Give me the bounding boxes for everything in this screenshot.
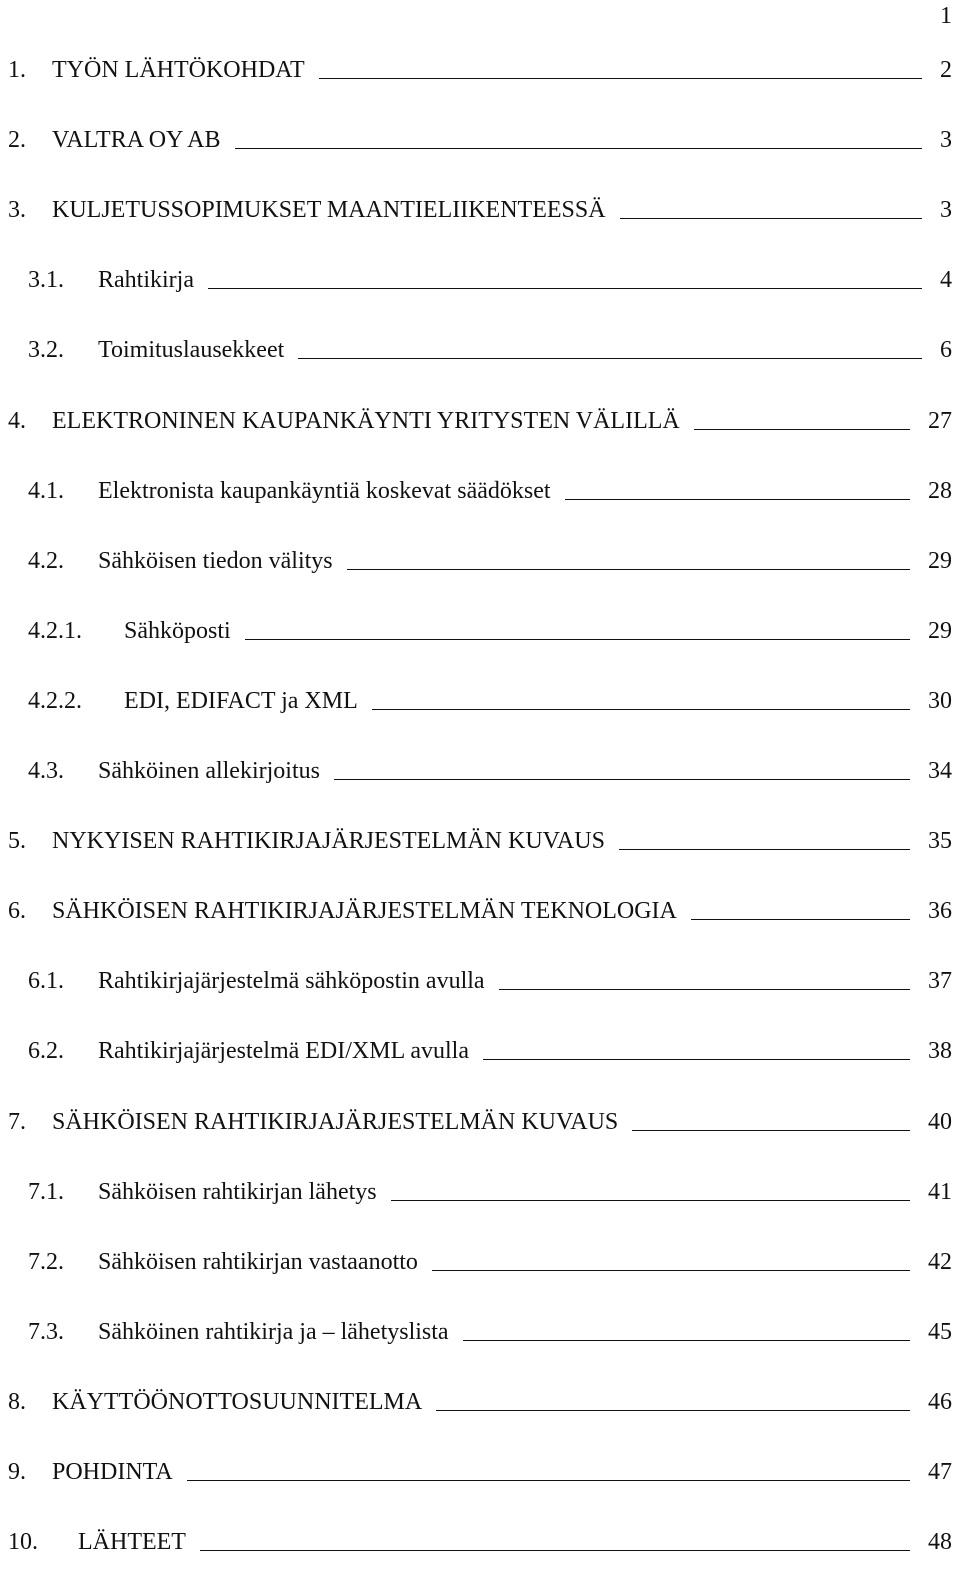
- toc-entry-title: SÄHKÖISEN RAHTIKIRJAJÄRJESTELMÄN TEKNOLOGIA: [52, 898, 677, 925]
- toc-entry-number: 4.3.: [28, 758, 64, 784]
- toc-entry-page: 36: [928, 898, 952, 925]
- toc-entry-title: Elektronista kaupankäyntiä koskevat säädökset: [98, 477, 551, 504]
- toc-entry-number: 4.2.: [28, 547, 64, 574]
- toc-entry-number: 3.1.: [28, 267, 64, 294]
- toc-entry-page: 45: [928, 1318, 952, 1345]
- toc-entry[interactable]: [8, 751, 952, 785]
- toc-entry-page: 48: [928, 1529, 952, 1556]
- toc-entry[interactable]: [8, 891, 952, 925]
- toc-entry-title: POHDINTA: [52, 1459, 173, 1485]
- toc-entry-number: 10.: [8, 1529, 38, 1556]
- toc-entry[interactable]: [8, 1382, 952, 1416]
- toc-entry[interactable]: [8, 260, 952, 294]
- toc-leader-line: [208, 288, 922, 289]
- toc-entry-title: Sähköposti: [124, 617, 231, 644]
- toc-entry[interactable]: [8, 1242, 952, 1276]
- toc-entry-number: 6.: [8, 898, 26, 925]
- toc-entry-number: 4.: [8, 407, 26, 434]
- toc-leader-line: [319, 78, 922, 79]
- toc-leader-line: [483, 1059, 910, 1060]
- toc-entry[interactable]: [8, 961, 952, 995]
- toc-entry-title: Sähköisen rahtikirjan lähetys: [98, 1178, 377, 1205]
- toc-leader-line: [245, 639, 910, 640]
- toc-entry[interactable]: [8, 541, 952, 575]
- toc-leader-line: [372, 709, 910, 710]
- toc-leader-line: [463, 1340, 910, 1341]
- toc-leader-line: [436, 1410, 910, 1411]
- toc-entry[interactable]: [8, 611, 952, 645]
- toc-entry-number: 7.1.: [28, 1178, 64, 1205]
- toc-leader-line: [619, 849, 910, 850]
- toc-entry-page: 29: [928, 547, 952, 574]
- toc-entry-number: 2.: [8, 127, 26, 154]
- toc-entry-number: 3.: [8, 197, 26, 224]
- toc-entry-title: KULJETUSSOPIMUKSET MAANTIELIIKENTEESSÄ: [52, 197, 606, 224]
- toc-entry-page: 2: [940, 57, 952, 83]
- toc-entry-number: 4.2.1.: [28, 617, 82, 644]
- toc-entry-number: 4.1.: [28, 477, 64, 504]
- toc-entry-page: 29: [928, 617, 952, 644]
- toc-entry-number: 9.: [8, 1459, 26, 1485]
- toc-entry-page: 28: [928, 477, 952, 504]
- toc-entry-number: 6.2.: [28, 1038, 64, 1065]
- toc-entry-title: EDI, EDIFACT ja XML: [124, 687, 358, 714]
- toc-leader-line: [565, 499, 910, 500]
- toc-entry-number: 8.: [8, 1388, 26, 1415]
- toc-entry-page: 30: [928, 687, 952, 714]
- toc-entry[interactable]: [8, 1102, 952, 1136]
- toc-entry-page: 47: [928, 1459, 952, 1485]
- toc-entry-number: 7.: [8, 1108, 26, 1135]
- toc-entry-page: 42: [928, 1248, 952, 1275]
- toc-entry-title: Sähköisen rahtikirjan vastaanotto: [98, 1248, 418, 1275]
- toc-entry-number: 6.1.: [28, 968, 64, 995]
- toc-entry-page: 40: [928, 1108, 952, 1135]
- toc-entry[interactable]: [8, 681, 952, 715]
- toc-entry[interactable]: [8, 330, 952, 364]
- toc-entry-title: LÄHTEET: [78, 1529, 186, 1556]
- toc-entry-title: Rahtikirjajärjestelmä EDI/XML avulla: [98, 1038, 469, 1065]
- toc-entry-title: Sähköinen allekirjoitus: [98, 758, 320, 784]
- toc-entry[interactable]: [8, 1172, 952, 1206]
- toc-leader-line: [632, 1130, 910, 1131]
- toc-leader-line: [298, 358, 922, 359]
- toc-leader-line: [347, 569, 910, 570]
- toc-leader-line: [235, 148, 923, 149]
- toc-leader-line: [499, 989, 910, 990]
- toc-leader-line: [391, 1200, 910, 1201]
- toc-entry-page: 41: [928, 1178, 952, 1205]
- toc-entry-page: 34: [928, 758, 952, 784]
- toc-entry-page: 38: [928, 1038, 952, 1065]
- toc-entry[interactable]: [8, 1452, 952, 1486]
- toc-entry-title: Rahtikirja: [98, 267, 194, 294]
- toc-leader-line: [432, 1270, 910, 1271]
- toc-entry-title: NYKYISEN RAHTIKIRJAJÄRJESTELMÄN KUVAUS: [52, 828, 605, 855]
- toc-entry-title: Sähköinen rahtikirja ja – lähetyslista: [98, 1318, 449, 1345]
- toc-entry-page: 35: [928, 828, 952, 855]
- toc-entry-number: 5.: [8, 828, 26, 855]
- toc-entry-page: 3: [940, 197, 952, 224]
- toc-entry-page: 37: [928, 968, 952, 995]
- toc-entry[interactable]: [8, 1031, 952, 1065]
- toc-entry-number: 4.2.2.: [28, 687, 82, 714]
- toc-entry[interactable]: [8, 821, 952, 855]
- toc-entry-title: ELEKTRONINEN KAUPANKÄYNTI YRITYSTEN VÄLILLÄ: [52, 407, 680, 434]
- toc-entry-title: Rahtikirjajärjestelmä sähköpostin avulla: [98, 968, 485, 995]
- toc-entry-page: 4: [940, 267, 952, 294]
- toc-entry-page: 3: [940, 127, 952, 154]
- toc-entry-title: SÄHKÖISEN RAHTIKIRJAJÄRJESTELMÄN KUVAUS: [52, 1108, 619, 1135]
- toc-leader-line: [691, 919, 910, 920]
- toc-entry[interactable]: [8, 1312, 952, 1346]
- toc-entry-page: 46: [928, 1388, 952, 1415]
- toc-leader-line: [187, 1480, 910, 1481]
- toc-entry-page: 27: [928, 407, 952, 434]
- toc-entry[interactable]: [8, 50, 952, 84]
- toc-entry-number: 1.: [8, 57, 26, 83]
- toc-entry[interactable]: [8, 120, 952, 154]
- page-number: 1: [940, 3, 952, 29]
- toc-entry-title: TYÖN LÄHTÖKOHDAT: [52, 57, 305, 83]
- toc-entry-number: 7.2.: [28, 1248, 64, 1275]
- toc-entry-number: 7.3.: [28, 1318, 64, 1345]
- toc-leader-line: [694, 429, 910, 430]
- toc-leader-line: [620, 218, 922, 219]
- toc-entry[interactable]: [8, 471, 952, 505]
- toc-entry-title: Toimituslausekkeet: [98, 337, 285, 364]
- toc-entry[interactable]: [8, 401, 952, 435]
- toc-entry-title: Sähköisen tiedon välitys: [98, 547, 333, 574]
- toc-entry[interactable]: [8, 190, 952, 224]
- toc-entry-page: 6: [940, 337, 952, 364]
- toc-entry-title: KÄYTTÖÖNOTTOSUUNNITELMA: [52, 1388, 423, 1415]
- toc-leader-line: [200, 1550, 910, 1551]
- toc-entry[interactable]: [8, 1522, 952, 1556]
- toc-entry-number: 3.2.: [28, 337, 64, 364]
- toc-entry-title: VALTRA OY AB: [52, 127, 221, 154]
- toc-leader-line: [334, 779, 910, 780]
